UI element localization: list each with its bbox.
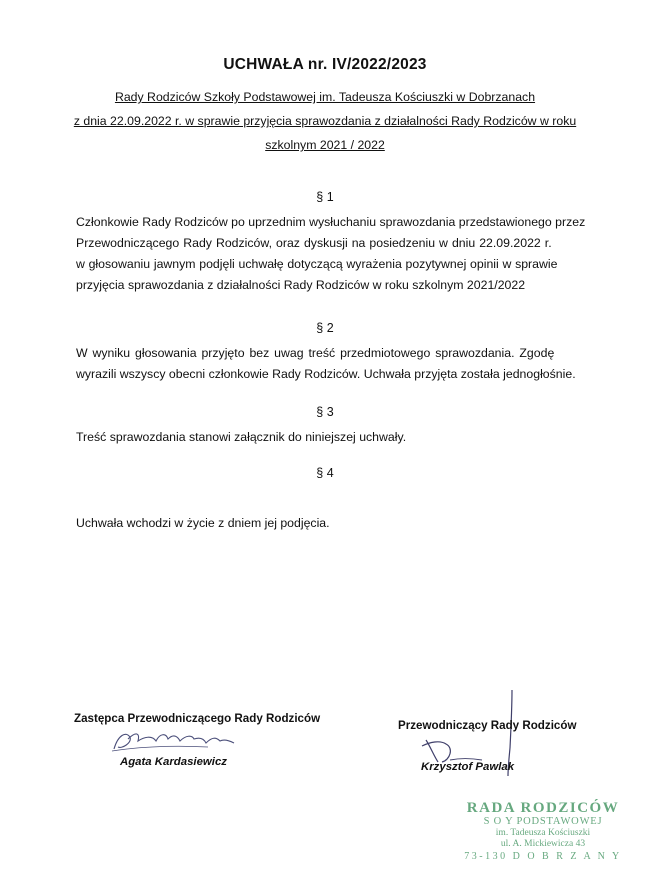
section-1-body	[76, 212, 586, 296]
stamp-line-5: 73-130 D O B R Z A N Y	[464, 851, 622, 862]
section-2-line-2: wyrazili wszyscy obecni członkowie Rady Rodziców. Uchwała przyjęta została jednogłośnie.	[76, 367, 576, 381]
left-signatory-role: Zastępca Przewodniczącego Rady Rodziców	[74, 712, 321, 725]
stamp-line-2: S O Y PODSTAWOWEJ	[483, 816, 603, 827]
section-4-heading: § 4	[316, 466, 334, 480]
document-title: UCHWAŁA nr. IV/2022/2023	[223, 56, 427, 73]
left-signatory-name: Agata Kardasiewicz	[120, 756, 227, 768]
left-handwritten-signature	[108, 727, 248, 757]
section-1-line-1: Członkowie Rady Rodziców po uprzednim wysłuchaniu sprawozdania przedstawionego przez	[76, 215, 586, 229]
subtitle-line-3: szkolnym 2021 / 2022	[265, 138, 385, 152]
council-stamp	[458, 800, 628, 863]
section-1-line-4: przyjęcia sprawozdania z działalności Rady Rodziców w roku szkolnym 2021/2022	[76, 278, 526, 292]
right-signatory-role: Przewodniczący Rady Rodziców	[398, 719, 577, 732]
subtitle-line-2: z dnia 22.09.2022 r. w sprawie przyjęcia sprawozdania z działalności Rady Rodziców w roku	[73, 114, 577, 128]
stamp-line-1: RADA RODZICÓW	[466, 800, 620, 816]
stamp-line-4: ul. A. Mickiewicza 43	[500, 839, 586, 849]
section-2-body	[76, 343, 580, 385]
section-1-line-2: Przewodniczącego Rady Rodziców, oraz dyskusji na posiedzeniu w dniu 22.09.2022 r.	[76, 236, 552, 250]
stamp-line-3: im. Tadeusza Kościuszki	[495, 828, 591, 838]
section-2-heading: § 2	[316, 321, 334, 335]
subtitle-line-1: Rady Rodziców Szkoły Podstawowej im. Tadeusza Kościuszki w Dobrzanach	[114, 90, 536, 104]
section-2-line-1: W wyniku głosowania przyjęto bez uwag treść przedmiotowego sprawozdania. Zgodę	[76, 346, 555, 360]
section-4-line-1: Uchwała wchodzi w życie z dniem jej podjęcia.	[76, 516, 330, 530]
section-3-body	[76, 427, 580, 448]
section-1-line-3: w głosowaniu jawnym podjęli uchwałę dotyczącą wyrażenia pozytywnej opinii w sprawie	[76, 257, 558, 271]
section-3-line-1: Treść sprawozdania stanowi załącznik do niniejszej uchwały.	[76, 430, 407, 444]
section-4-body	[76, 513, 580, 534]
right-signatory-name: Krzysztof Pawlak	[421, 761, 515, 773]
section-1-heading: § 1	[316, 190, 334, 204]
section-3-heading: § 3	[316, 405, 334, 419]
